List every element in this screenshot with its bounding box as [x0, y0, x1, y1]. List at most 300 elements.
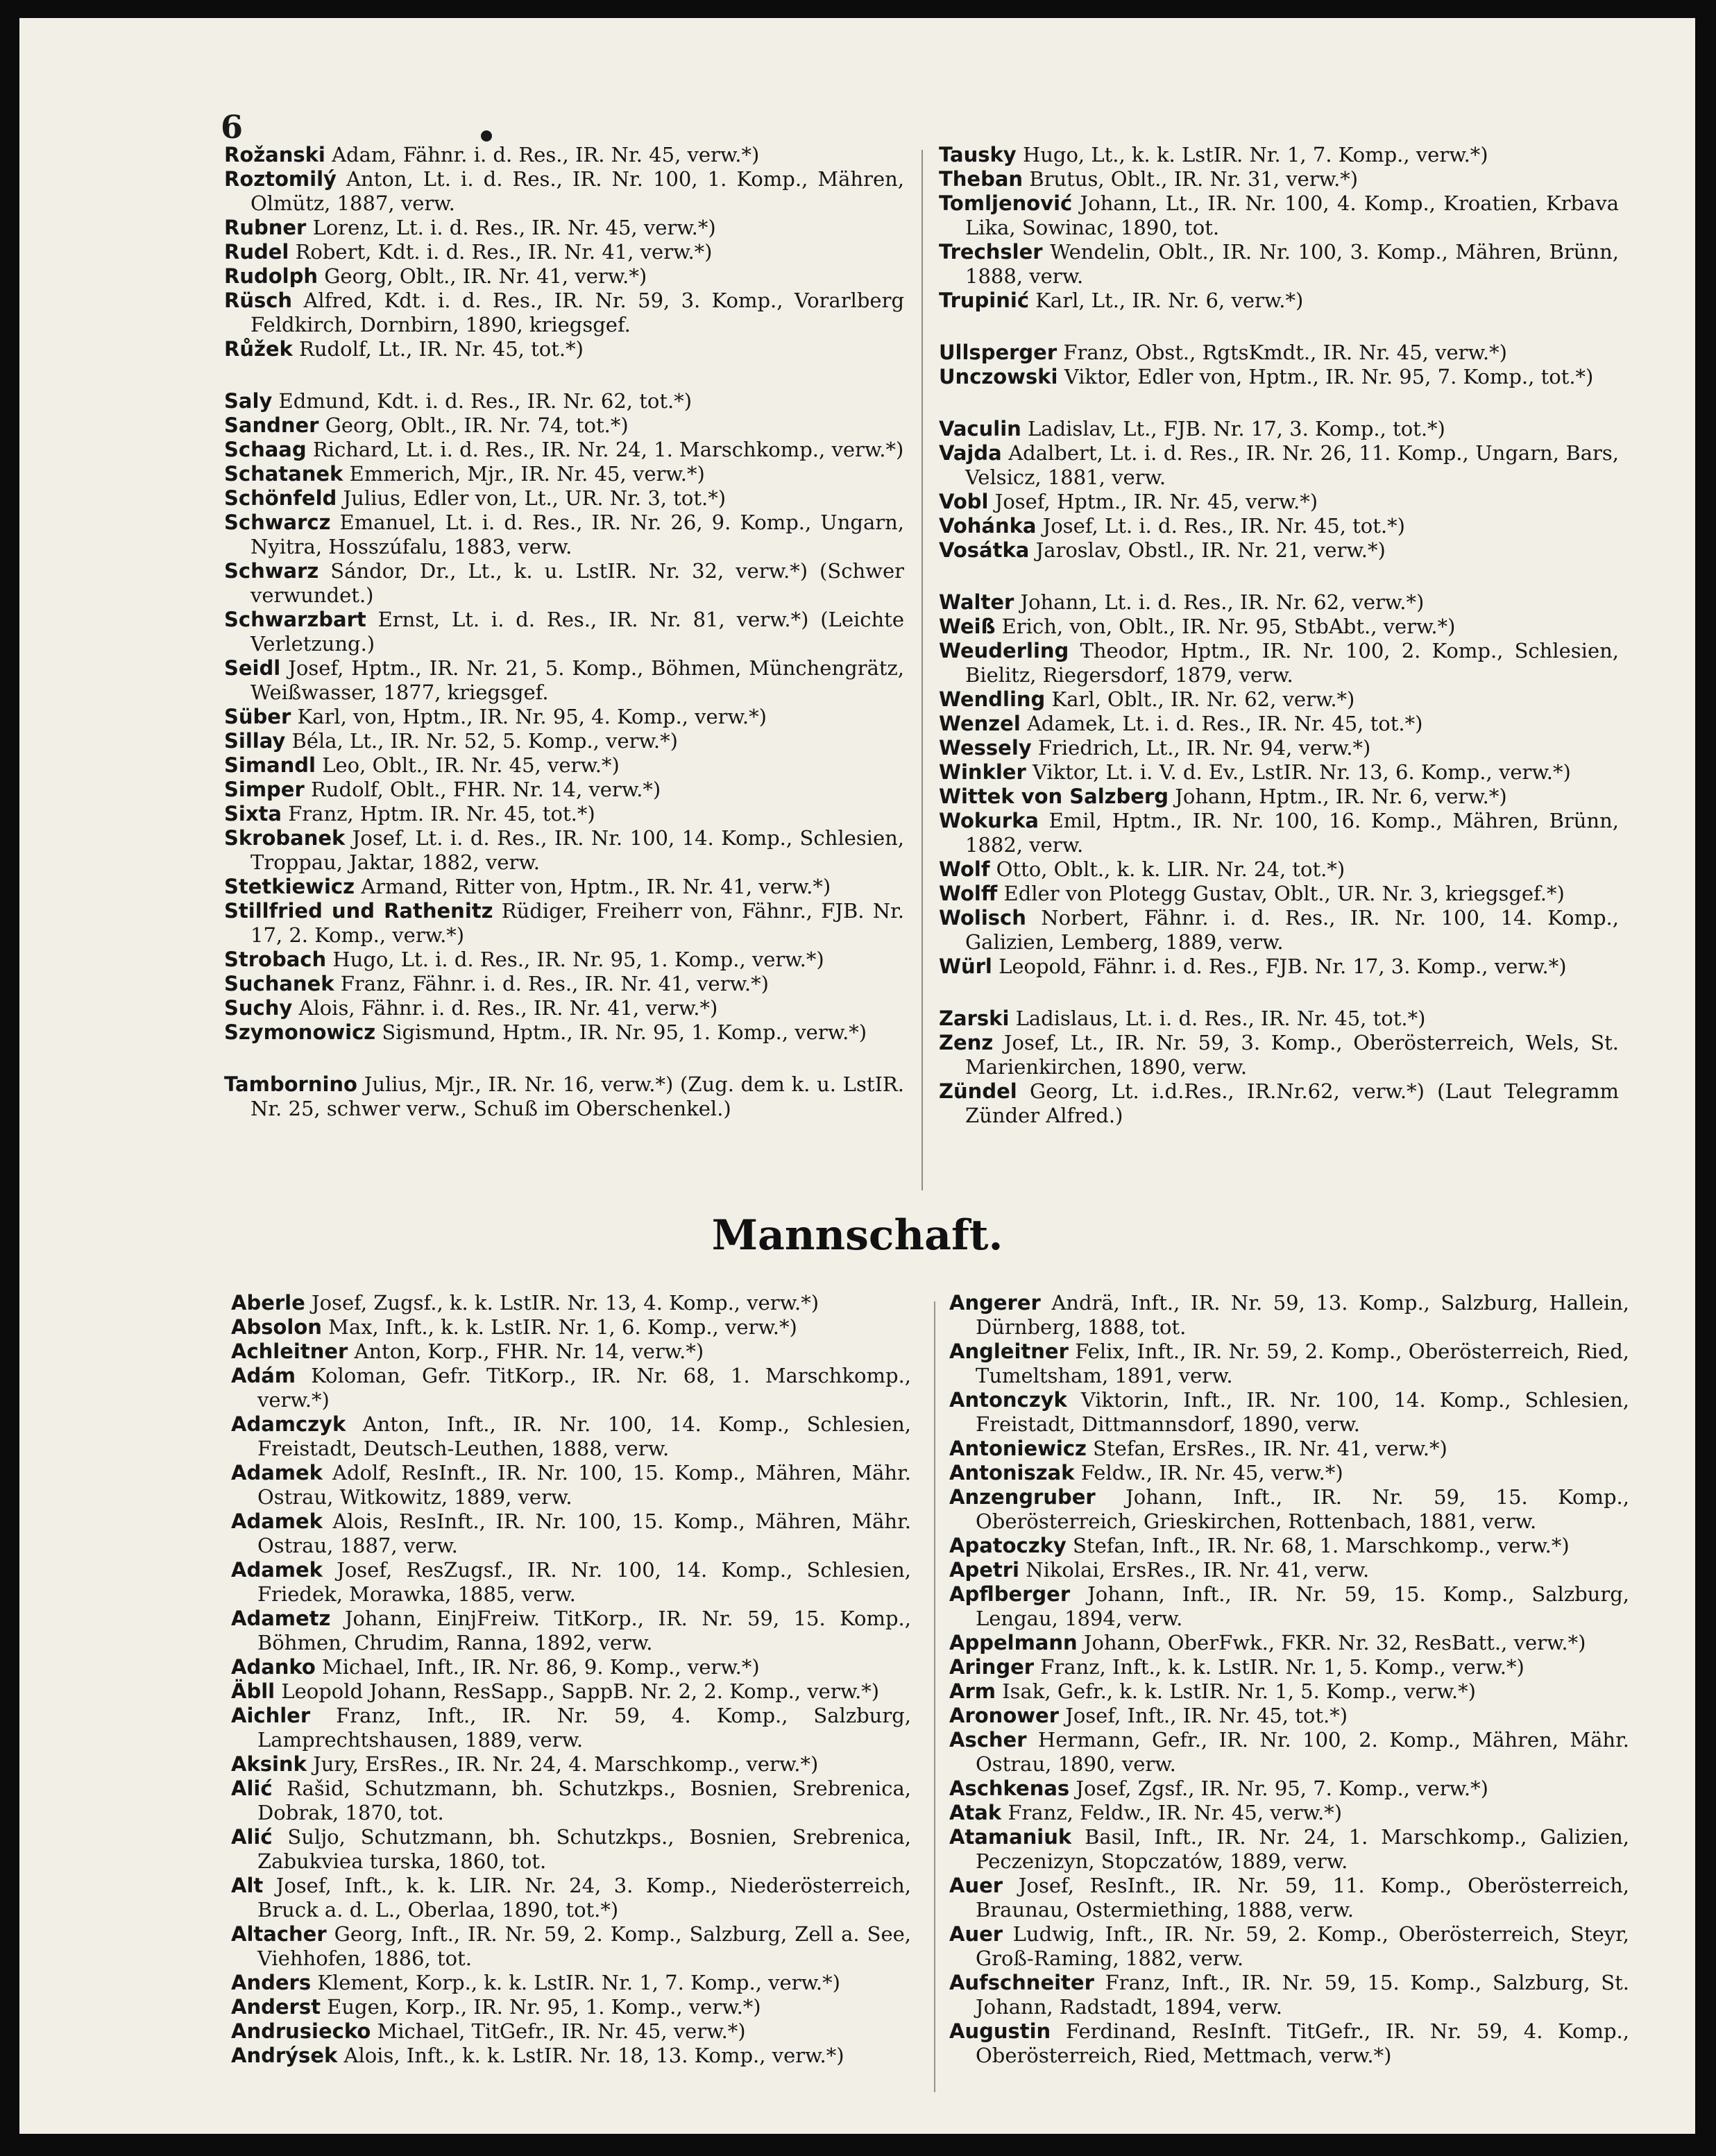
entry-surname: Alić [231, 1777, 273, 1800]
entry-surname: Vohánka [939, 514, 1037, 538]
list-item [949, 1485, 1629, 1534]
entry-surname: Auer [949, 1874, 1003, 1897]
group-gap [939, 389, 1619, 417]
entry-details: Georg, Lt. i.d.Res., IR.Nr.62, verw.*) (Laut Telegramm Zünder Alfred.) [965, 1079, 1620, 1127]
entry-surname: Weiß [939, 615, 996, 638]
list-item [224, 413, 904, 438]
entry-details: Otto, Oblt., k. k. LIR. Nr. 24, tot.*) [996, 857, 1345, 881]
page-number: 6 [221, 108, 244, 146]
entry-details: Josef, Lt., IR. Nr. 59, 3. Komp., Oberösterreich, Wels, St. Marienkirchen, 1890, verw. [965, 1031, 1620, 1079]
list-item [224, 1072, 904, 1121]
entry-surname: Sixta [224, 802, 282, 825]
entry-surname: Schaag [224, 438, 307, 461]
entry-details: Armand, Ritter von, Hptm., IR. Nr. 41, verw.*) [361, 875, 831, 898]
list-item [224, 778, 904, 802]
list-item [224, 216, 904, 240]
entry-surname: Adám [231, 1364, 296, 1387]
list-item [224, 948, 904, 972]
entry-details: Georg, Oblt., IR. Nr. 41, verw.*) [324, 264, 647, 288]
entry-details: Robert, Kdt. i. d. Res., IR. Nr. 41, verw.*) [295, 240, 713, 264]
list-item [949, 1558, 1629, 1582]
list-item [949, 1631, 1629, 1655]
entry-details: Jaroslav, Obstl., IR. Nr. 21, verw.*) [1035, 538, 1386, 562]
list-item [224, 337, 904, 361]
entry-surname: Absolon [231, 1315, 322, 1339]
entry-details: Hugo, Lt. i. d. Res., IR. Nr. 95, 1. Komp., verw.*) [332, 948, 824, 971]
entry-surname: Rudel [224, 240, 289, 264]
list-item [224, 559, 904, 608]
entry-details: Karl, von, Hptm., IR. Nr. 95, 4. Komp., verw.*) [297, 705, 767, 728]
entry-details: Josef, Lt. i. d. Res., IR. Nr. 100, 14. Komp., Schlesien, Troppau, Jaktar, 1882, verw. [250, 826, 904, 874]
list-item [949, 1291, 1629, 1340]
entry-details: Emanuel, Lt. i. d. Res., IR. Nr. 26, 9. Komp., Ungarn, Nyitra, Hosszúfalu, 1883, verw. [250, 511, 905, 558]
entry-details: Josef, Lt. i. d. Res., IR. Nr. 45, tot.*) [1042, 514, 1405, 538]
entry-details: Leopold, Fähnr. i. d. Res., FJB. Nr. 17, 3. Komp., verw.*) [999, 955, 1567, 978]
entry-details: Feldw., IR. Nr. 45, verw.*) [1080, 1461, 1343, 1485]
entry-surname: Aringer [949, 1655, 1035, 1679]
list-item [231, 1777, 911, 1825]
entry-details: Nikolai, ErsRes., IR. Nr. 41, verw. [1026, 1558, 1370, 1582]
entry-details: Ernst, Lt. i. d. Res., IR. Nr. 81, verw.*) (Leichte Verletzung.) [250, 608, 904, 656]
entry-surname: Ascher [949, 1728, 1027, 1752]
entry-details: Isak, Gefr., k. k. LstIR. Nr. 1, 5. Komp., verw.*) [1002, 1679, 1476, 1703]
entry-surname: Aksink [231, 1752, 307, 1776]
ink-blot [481, 130, 492, 142]
list-item [224, 875, 904, 899]
entry-surname: Wolisch [939, 906, 1026, 930]
entry-surname: Antoniszak [949, 1461, 1075, 1485]
entry-details: Theodor, Hptm., IR. Nr. 100, 2. Komp., Schlesien, Bielitz, Riegersdorf, 1879, verw. [965, 639, 1620, 687]
entry-surname: Strobach [224, 948, 327, 971]
entry-details: Béla, Lt., IR. Nr. 52, 5. Komp., verw.*) [291, 729, 678, 753]
entry-surname: Schönfeld [224, 486, 337, 510]
list-item [224, 462, 904, 486]
men-column-divider [934, 1301, 935, 2092]
entry-details: Franz, Inft., k. k. LstIR. Nr. 1, 5. Komp., verw.*) [1040, 1655, 1524, 1679]
list-item [939, 712, 1619, 736]
entry-surname: Schwarcz [224, 511, 331, 534]
entry-details: Rudolf, Oblt., FHR. Nr. 14, verw.*) [311, 778, 661, 801]
entry-details: Anton, Korp., FHR. Nr. 14, verw.*) [354, 1340, 704, 1363]
list-item [224, 996, 904, 1020]
entry-details: Lorenz, Lt. i. d. Res., IR. Nr. 45, verw.*) [312, 216, 716, 239]
entry-surname: Aronower [949, 1704, 1059, 1727]
entry-surname: Rudolph [224, 264, 318, 288]
list-item [224, 167, 904, 216]
list-item [949, 1922, 1629, 1971]
entry-details: Alfred, Kdt. i. d. Res., IR. Nr. 59, 3. Komp., Vorarlberg Feldkirch, Dornbirn, 1890, kriegsgef. [250, 289, 905, 336]
entry-surname: Simandl [224, 753, 316, 777]
entry-details: Adamek, Lt. i. d. Res., IR. Nr. 45, tot.*) [1026, 712, 1423, 735]
entry-surname: Achleitner [231, 1340, 348, 1363]
entry-surname: Würl [939, 955, 992, 978]
entry-surname: Schwarzbart [224, 608, 366, 631]
entry-surname: Wolff [939, 882, 998, 905]
entry-details: Josef, Hptm., IR. Nr. 21, 5. Komp., Böhmen, Münchengrätz, Weißwasser, 1877, kriegsgef. [250, 656, 905, 704]
entry-surname: Trupinić [939, 289, 1030, 312]
entry-surname: Antonczyk [949, 1388, 1067, 1412]
list-item [949, 1437, 1629, 1461]
entry-details: Franz, Inft., IR. Nr. 59, 4. Komp., Salzburg, Lamprechtshausen, 1889, verw. [257, 1704, 911, 1752]
entry-surname: Zarski [939, 1007, 1010, 1030]
entry-surname: Wessely [939, 736, 1032, 760]
list-item [224, 802, 904, 826]
entry-details: Sigismund, Hptm., IR. Nr. 95, 1. Komp., verw.*) [382, 1020, 867, 1044]
entry-details: Ladislaus, Lt. i. d. Res., IR. Nr. 45, tot.*) [1015, 1007, 1426, 1030]
entry-details: Stefan, Inft., IR. Nr. 68, 1. Marschkomp., verw.*) [1073, 1534, 1570, 1557]
entry-details: Johann, Inft., IR. Nr. 59, 15. Komp., Oberösterreich, Grieskirchen, Rottenbach, 1881, verw. [976, 1485, 1629, 1533]
entry-surname: Rožanski [224, 143, 325, 166]
list-item [224, 486, 904, 511]
officers-right-column [939, 143, 1619, 1128]
list-item [939, 809, 1619, 857]
entry-surname: Atak [949, 1801, 1002, 1824]
entry-surname: Apetri [949, 1558, 1019, 1582]
entry-surname: Atamaniuk [949, 1825, 1072, 1849]
entry-surname: Auer [949, 1922, 1003, 1946]
entry-surname: Suchy [224, 996, 293, 1020]
entry-surname: Alt [231, 1874, 264, 1897]
entry-details: Friedrich, Lt., IR. Nr. 94, verw.*) [1037, 736, 1371, 760]
entry-surname: Apatoczky [949, 1534, 1067, 1557]
entry-details: Franz, Hptm. IR. Nr. 45, tot.*) [288, 802, 595, 825]
men-left-column [231, 1291, 911, 2068]
list-item [939, 341, 1619, 365]
entry-surname: Rubner [224, 216, 307, 239]
entry-details: Adolf, ResInft., IR. Nr. 100, 15. Komp., Mähren, Mähr. Ostrau, Witkowitz, 1889, verw. [257, 1461, 912, 1509]
entry-details: Karl, Oblt., IR. Nr. 62, verw.*) [1051, 687, 1355, 711]
list-item [231, 2044, 911, 2068]
entry-details: Georg, Inft., IR. Nr. 59, 2. Komp., Salzburg, Zell a. See, Viehhofen, 1886, tot. [257, 1922, 912, 1970]
list-item [224, 656, 904, 705]
list-item [224, 608, 904, 656]
entry-surname: Stillfried und Rathenitz [224, 899, 493, 923]
entry-details: Koloman, Gefr. TitKorp., IR. Nr. 68, 1. Marschkomp., verw.*) [257, 1364, 912, 1412]
list-item [939, 289, 1619, 313]
entry-surname: Augustin [949, 2019, 1051, 2043]
list-item [231, 1752, 911, 1777]
entry-details: Michael, Inft., IR. Nr. 86, 9. Komp., verw.*) [322, 1655, 760, 1679]
entry-surname: Tambornino [224, 1072, 357, 1096]
entry-details: Edmund, Kdt. i. d. Res., IR. Nr. 62, tot.*) [278, 389, 693, 413]
entry-details: Erich, von, Oblt., IR. Nr. 95, StbAbt., verw.*) [1001, 615, 1456, 638]
list-item [949, 1340, 1629, 1388]
list-item [939, 191, 1619, 240]
group-gap [224, 1045, 904, 1072]
list-item [224, 438, 904, 462]
list-item [949, 1461, 1629, 1485]
list-item [231, 1679, 911, 1704]
list-item [939, 955, 1619, 979]
entry-surname: Adametz [231, 1607, 331, 1630]
list-item [231, 1291, 911, 1315]
list-item [224, 826, 904, 875]
entry-surname: Antoniewicz [949, 1437, 1087, 1460]
list-item [224, 264, 904, 289]
list-item [939, 760, 1619, 785]
entry-surname: Rüsch [224, 289, 293, 312]
entry-surname: Adamek [231, 1558, 323, 1582]
column-divider [921, 150, 923, 1190]
entry-surname: Alić [231, 1825, 273, 1849]
list-item [939, 490, 1619, 514]
list-item [949, 1874, 1629, 1922]
entry-surname: Äbll [231, 1679, 275, 1703]
entry-details: Rudolf, Lt., IR. Nr. 45, tot.*) [299, 337, 584, 361]
entry-details: Josef, Zgsf., IR. Nr. 95, 7. Komp., verw.*) [1076, 1777, 1488, 1800]
entry-details: Rašid, Schutzmann, bh. Schutzkps., Bosnien, Srebrenica, Dobrak, 1870, tot. [257, 1777, 912, 1824]
officers-left-column [224, 143, 904, 1121]
entry-surname: Roztomilý [224, 167, 337, 191]
entry-details: Anton, Inft., IR. Nr. 100, 14. Komp., Schlesien, Freistadt, Deutsch-Leuthen, 1888, verw. [257, 1412, 912, 1460]
entry-details: Franz, Obst., RgtsKmdt., IR. Nr. 45, verw.*) [1063, 341, 1507, 364]
entry-details: Josef, Zugsf., k. k. LstIR. Nr. 13, 4. Komp., verw.*) [312, 1291, 819, 1315]
entry-surname: Trechsler [939, 240, 1043, 264]
entry-details: Josef, ResZugsf., IR. Nr. 100, 14. Komp., Schlesien, Friedek, Morawka, 1885, verw. [257, 1558, 911, 1606]
entry-surname: Angerer [949, 1291, 1041, 1315]
entry-details: Sándor, Dr., Lt., k. u. LstIR. Nr. 32, verw.*) (Schwer verwundet.) [250, 559, 905, 607]
entry-surname: Aberle [231, 1291, 305, 1315]
entry-surname: Růžek [224, 337, 293, 361]
list-item [231, 1971, 911, 1995]
entry-surname: Unczowski [939, 365, 1058, 388]
list-item [231, 1922, 911, 1971]
list-item [224, 1020, 904, 1045]
entry-details: Julius, Mjr., IR. Nr. 16, verw.*) (Zug. dem k. u. LstIR. Nr. 25, schwer verw., Schuß im Oberschenkel.) [250, 1072, 904, 1120]
list-item [939, 240, 1619, 289]
entry-surname: Anzengruber [949, 1485, 1096, 1509]
entry-details: Hugo, Lt., k. k. LstIR. Nr. 1, 7. Komp., verw.*) [1022, 143, 1488, 166]
entry-details: Brutus, Oblt., IR. Nr. 31, verw.*) [1029, 167, 1359, 191]
page-sheet [19, 18, 1695, 2134]
list-item [231, 1315, 911, 1340]
entry-surname: Altacher [231, 1922, 327, 1946]
list-item [939, 538, 1619, 563]
list-item [224, 143, 904, 167]
list-item [231, 1704, 911, 1752]
entry-surname: Skrobanek [224, 826, 346, 850]
list-item [939, 514, 1619, 538]
entry-surname: Anders [231, 1971, 312, 1994]
entry-details: Klement, Korp., k. k. LstIR. Nr. 1, 7. Komp., verw.*) [317, 1971, 840, 1994]
list-item [939, 736, 1619, 760]
list-item [939, 882, 1619, 906]
entry-details: Michael, TitGefr., IR. Nr. 45, verw.*) [377, 2019, 746, 2043]
list-item [939, 167, 1619, 191]
list-item [949, 1388, 1629, 1437]
entry-surname: Vosátka [939, 538, 1030, 562]
entry-details: Ludwig, Inft., IR. Nr. 59, 2. Komp., Oberösterreich, Steyr, Groß-Raming, 1882, verw. [976, 1922, 1630, 1970]
list-item [231, 1607, 911, 1655]
entry-details: Viktorin, Inft., IR. Nr. 100, 14. Komp., Schlesien, Freistadt, Dittmannsdorf, 1890, verw. [976, 1388, 1629, 1436]
entry-surname: Tausky [939, 143, 1017, 166]
group-gap [939, 979, 1619, 1007]
list-item [939, 590, 1619, 615]
list-item [224, 389, 904, 413]
entry-details: Viktor, Lt. i. V. d. Ev., LstIR. Nr. 13, 6. Komp., verw.*) [1033, 760, 1571, 784]
list-item [231, 1364, 911, 1412]
entry-surname: Aichler [231, 1704, 311, 1727]
list-item [231, 1874, 911, 1922]
entry-details: Rüdiger, Freiherr von, Fähnr., FJB. Nr. 17, 2. Komp., verw.*) [250, 899, 905, 947]
entry-surname: Wokurka [939, 809, 1039, 832]
list-item [949, 1971, 1629, 2019]
entry-surname: Zenz [939, 1031, 994, 1054]
list-item [939, 857, 1619, 882]
list-item [224, 511, 904, 559]
list-item [949, 1679, 1629, 1704]
list-item [231, 1340, 911, 1364]
entry-surname: Sandner [224, 413, 319, 437]
list-item [231, 1412, 911, 1461]
entry-details: Franz, Fähnr. i. d. Res., IR. Nr. 41, verw.*) [340, 972, 769, 995]
list-item [224, 729, 904, 753]
entry-surname: Ullsperger [939, 341, 1057, 364]
entry-surname: Weuderling [939, 639, 1069, 662]
entry-surname: Walter [939, 590, 1014, 614]
entry-details: Ferdinand, ResInft. TitGefr., IR. Nr. 59, 4. Komp., Oberösterreich, Ried, Mettmach, verw.*) [976, 2019, 1629, 2067]
list-item [939, 687, 1619, 712]
entry-details: Johann, Lt., IR. Nr. 100, 4. Komp., Kroatien, Krbava Lika, Sowinac, 1890, tot. [965, 191, 1619, 239]
list-item [939, 615, 1619, 639]
entry-surname: Vobl [939, 490, 989, 513]
entry-details: Alois, Fähnr. i. d. Res., IR. Nr. 41, verw.*) [298, 996, 718, 1020]
entry-surname: Schatanek [224, 462, 343, 486]
entry-surname: Schwarz [224, 559, 319, 583]
list-item [231, 1558, 911, 1607]
entry-details: Richard, Lt. i. d. Res., IR. Nr. 24, 1. Marschkomp., verw.*) [312, 438, 904, 461]
entry-details: Johann, OberFwk., FKR. Nr. 32, ResBatt., verw.*) [1083, 1631, 1586, 1654]
list-item [224, 972, 904, 996]
entry-surname: Wittek von Salzberg [939, 785, 1169, 808]
entry-details: Josef, Hptm., IR. Nr. 45, verw.*) [994, 490, 1318, 513]
list-item [939, 639, 1619, 687]
entry-details: Johann, Lt. i. d. Res., IR. Nr. 62, verw.*) [1020, 590, 1425, 614]
entry-details: Alois, Inft., k. k. LstIR. Nr. 18, 13. Komp., verw.*) [343, 2044, 844, 2067]
entry-surname: Wenzel [939, 712, 1021, 735]
entry-details: Johann, EinjFreiw. TitKorp., IR. Nr. 59, 15. Komp., Böhmen, Chrudim, Ranna, 1892, verw. [257, 1607, 911, 1654]
entry-surname: Saly [224, 389, 273, 413]
entry-details: Hermann, Gefr., IR. Nr. 100, 2. Komp., Mähren, Mähr. Ostrau, 1890, verw. [976, 1728, 1629, 1776]
entry-details: Franz, Inft., IR. Nr. 59, 15. Komp., Salzburg, St. Johann, Radstadt, 1894, verw. [976, 1971, 1630, 2019]
list-item [224, 289, 904, 337]
entry-surname: Arm [949, 1679, 996, 1703]
entry-surname: Vaculin [939, 417, 1021, 440]
list-item [939, 906, 1619, 955]
entry-surname: Angleitner [949, 1340, 1069, 1363]
entry-details: Josef, ResInft., IR. Nr. 59, 11. Komp., Oberösterreich, Braunau, Ostermiething, 1888, verw. [976, 1874, 1629, 1922]
entry-details: Josef, Inft., IR. Nr. 45, tot.*) [1065, 1704, 1348, 1727]
entry-surname: Aufschneiter [949, 1971, 1094, 1994]
entry-surname: Stetkiewicz [224, 875, 355, 898]
entry-details: Leopold Johann, ResSapp., SappB. Nr. 2, 2. Komp., verw.*) [281, 1679, 880, 1703]
list-item [949, 1777, 1629, 1801]
entry-surname: Theban [939, 167, 1023, 191]
list-item [224, 705, 904, 729]
list-item [224, 240, 904, 264]
list-item [949, 1801, 1629, 1825]
list-item [939, 785, 1619, 809]
group-gap [224, 361, 904, 389]
entry-details: Emmerich, Mjr., IR. Nr. 45, verw.*) [349, 462, 705, 486]
entry-details: Norbert, Fähnr. i. d. Res., IR. Nr. 100, 14. Komp., Galizien, Lemberg, 1889, verw. [965, 906, 1619, 954]
entry-details: Karl, Lt., IR. Nr. 6, verw.*) [1035, 289, 1304, 312]
entry-details: Suljo, Schutzmann, bh. Schutzkps., Bosnien, Srebrenica, Zabukviea turska, 1860, tot. [257, 1825, 912, 1873]
entry-details: Julius, Edler von, Lt., UR. Nr. 3, tot.*) [343, 486, 727, 510]
list-item [939, 1079, 1619, 1128]
group-gap [939, 563, 1619, 590]
entry-details: Georg, Oblt., IR. Nr. 74, tot.*) [325, 413, 629, 437]
entry-surname: Aschkenas [949, 1777, 1070, 1800]
entry-surname: Sillay [224, 729, 286, 753]
entry-details: Franz, Feldw., IR. Nr. 45, verw.*) [1008, 1801, 1343, 1824]
entry-details: Leo, Oblt., IR. Nr. 45, verw.*) [322, 753, 620, 777]
entry-details: Wendelin, Oblt., IR. Nr. 100, 3. Komp., Mähren, Brünn, 1888, verw. [965, 240, 1620, 288]
entry-details: Max, Inft., k. k. LstIR. Nr. 1, 6. Komp., verw.*) [328, 1315, 797, 1339]
group-gap [939, 313, 1619, 341]
entry-details: Ladislav, Lt., FJB. Nr. 17, 3. Komp., tot.*) [1028, 417, 1445, 440]
entry-details: Adam, Fähnr. i. d. Res., IR. Nr. 45, verw.*) [332, 143, 760, 166]
entry-surname: Simper [224, 778, 305, 801]
entry-surname: Andrýsek [231, 2044, 338, 2067]
list-item [949, 1728, 1629, 1777]
entry-surname: Szymonowicz [224, 1020, 376, 1044]
entry-surname: Adamek [231, 1509, 323, 1533]
list-item [231, 1995, 911, 2019]
list-item [939, 441, 1619, 490]
entry-surname: Wendling [939, 687, 1046, 711]
list-item [949, 1534, 1629, 1558]
men-right-column [949, 1291, 1629, 2068]
entry-surname: Süber [224, 705, 291, 728]
list-item [224, 753, 904, 778]
entry-surname: Wolf [939, 857, 990, 881]
list-item [949, 2019, 1629, 2068]
entry-details: Johann, Hptm., IR. Nr. 6, verw.*) [1175, 785, 1507, 808]
list-item [224, 899, 904, 948]
list-item [231, 1461, 911, 1509]
list-item [939, 1007, 1619, 1031]
entry-details: Stefan, ErsRes., IR. Nr. 41, verw.*) [1093, 1437, 1447, 1460]
list-item [939, 365, 1619, 389]
list-item [949, 1704, 1629, 1728]
entry-surname: Adamek [231, 1461, 323, 1485]
entry-surname: Andrusiecko [231, 2019, 371, 2043]
entry-details: Jury, ErsRes., IR. Nr. 24, 4. Marschkomp., verw.*) [313, 1752, 819, 1776]
entry-surname: Zündel [939, 1079, 1017, 1103]
entry-surname: Tomljenović [939, 191, 1073, 215]
entry-details: Anton, Lt. i. d. Res., IR. Nr. 100, 1. Komp., Mähren, Olmütz, 1887, verw. [250, 167, 905, 215]
list-item [231, 1509, 911, 1558]
list-item [231, 1655, 911, 1679]
entry-surname: Appelmann [949, 1631, 1078, 1654]
list-item [949, 1825, 1629, 1874]
entry-details: Adalbert, Lt. i. d. Res., IR. Nr. 26, 11. Komp., Ungarn, Bars, Velsicz, 1881, verw. [965, 441, 1620, 489]
entry-details: Andrä, Inft., IR. Nr. 59, 13. Komp., Salzburg, Hallein, Dürnberg, 1888, tot. [976, 1291, 1629, 1339]
list-item [231, 1825, 911, 1874]
entry-details: Johann, Inft., IR. Nr. 59, 15. Komp., Salzburg, Lengau, 1894, verw. [976, 1582, 1629, 1630]
entry-details: Alois, ResInft., IR. Nr. 100, 15. Komp., Mähren, Mähr. Ostrau, 1887, verw. [257, 1509, 912, 1557]
list-item [949, 1655, 1629, 1679]
entry-details: Felix, Inft., IR. Nr. 59, 2. Komp., Oberösterreich, Ried, Tumeltsham, 1891, verw. [976, 1340, 1630, 1387]
entry-surname: Adamczyk [231, 1412, 346, 1436]
entry-surname: Winkler [939, 760, 1026, 784]
entry-details: Josef, Inft., k. k. LIR. Nr. 24, 3. Komp., Niederösterreich, Bruck a. d. L., Oberlaa, 1890, tot.*) [257, 1874, 911, 1922]
entry-surname: Apflberger [949, 1582, 1071, 1606]
entry-surname: Vajda [939, 441, 1002, 465]
section-title: Mannschaft. [711, 1211, 1003, 1260]
list-item [939, 1031, 1619, 1079]
